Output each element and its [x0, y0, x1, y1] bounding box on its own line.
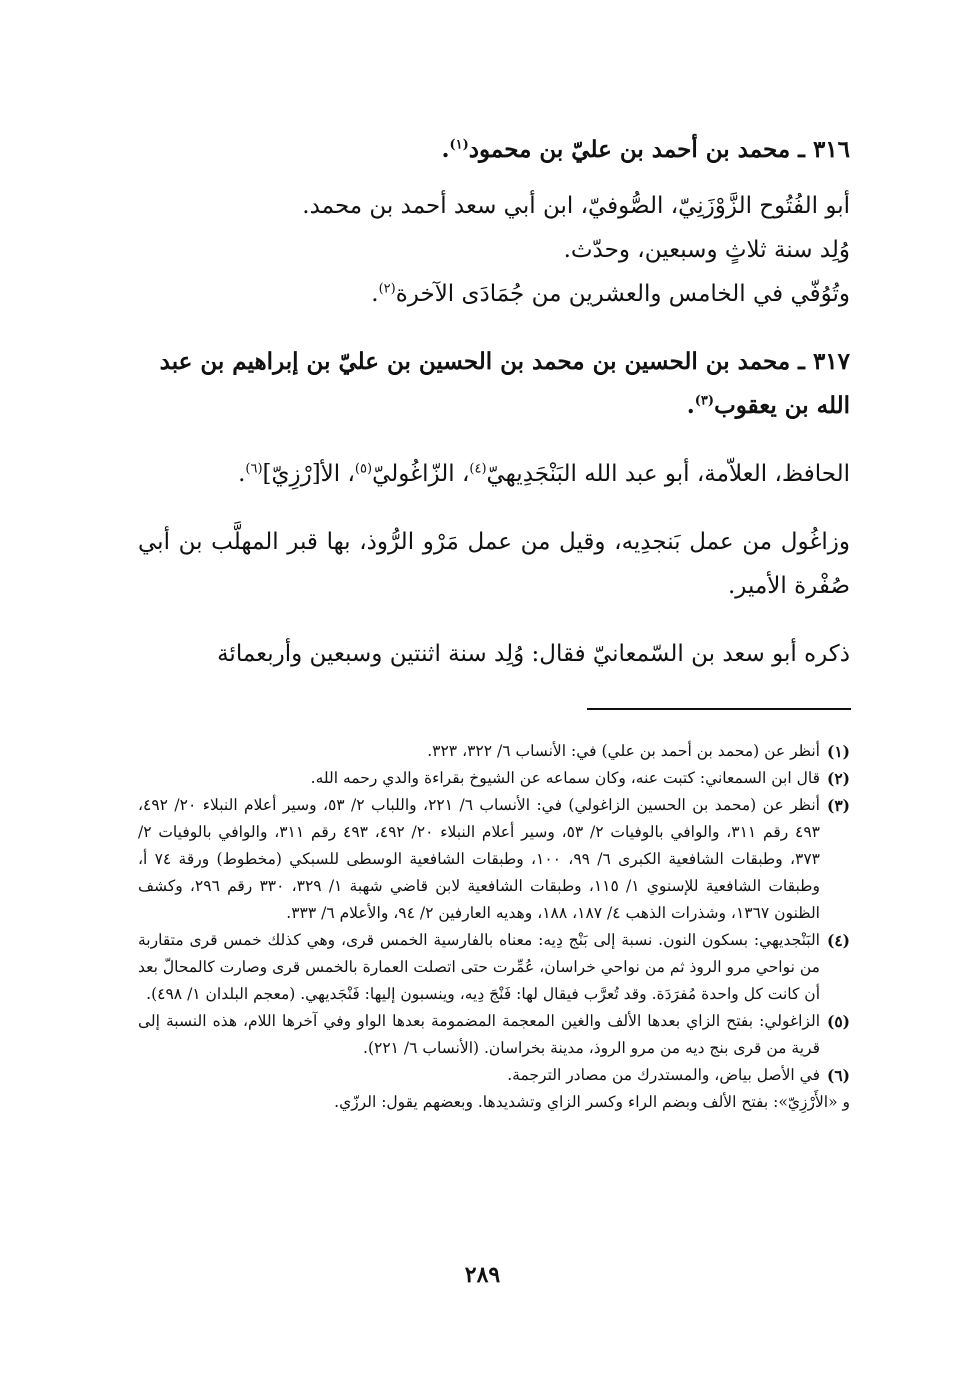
entry-line-text: وتُوُفّي في الخامس والعشرين من جُمَادَى الآخرة — [395, 281, 850, 307]
footnote-6 — [138, 1062, 850, 1089]
footnote-text: البَنْجديهي: بسكون النون. نسبة إلى بَنْج دِيه: معناه بالفارسية الخمس قرى، وهي كذلك خمس قرى متقاربة من نواحي مرو الروذ ثم من نواحي خراسان، عُمِّرت حتى اتصلت العمارة بالخمس قرى وصارت كالمحالّ بعد أن كانت كل واحدة مُفرَدَة. وقد تُعرَّب فيقال لها: فَنْجَ دِيه، وينسبون إليها: فَنْجَديهي. (معجم البلدان ١/ ٤٩٨). — [138, 931, 820, 1003]
footnote-ref[interactable]: (١) — [449, 137, 469, 153]
footnote-number: (٢) — [826, 769, 850, 788]
entry-heading — [138, 128, 850, 172]
entry-317-place — [138, 520, 850, 608]
main-text — [138, 128, 850, 700]
footnote-number: (٣) — [826, 796, 850, 815]
footnote-4 — [138, 927, 850, 1008]
footnote-text: قال ابن السمعاني: كتبت عنه، وكان سماعه عن الشيوخ بقراءة والدي رحمه الله. — [310, 769, 820, 787]
page-number: ٢٨٩ — [464, 1262, 501, 1288]
punctuation: . — [238, 461, 246, 487]
entry-line — [138, 272, 850, 316]
place-paragraph: وزاغُول من عمل بَنجدِيه، وقيل من عمل مَرْو الرُّوذ، بها قبر المهلَّب بن أبي صُفْرة الأمير. — [138, 529, 850, 599]
footnote-continuation: و «الأَرْزِيّ»: بفتح الألف وبضم الراء وكسر الزاي وتشديدها. وبعضهم يقول: الرزّي. — [334, 1093, 850, 1111]
entry-317 — [138, 340, 850, 428]
footnote-ref[interactable]: (٣) — [694, 393, 715, 409]
entry-heading — [138, 340, 850, 428]
footnote-number: (٦) — [826, 1066, 850, 1085]
footnote-text: أنظر عن (محمد بن الحسين الزاغولي) في: الأنساب ٦/ ٢٢١، واللباب ٢/ ٥٣، وسير أعلام النبلاء ٢٠/ ٤٩٢، ٤٩٣ رقم ٣١١، والوافي بالوفيات ٢/ ٥٣، وسير أعلام النبلاء ٢٠/ ٤٩٢، ٤٩٣ رقم ٣١١، والوافي بالوفيات ٢/ ٣٧٣، وطبقات الشافعية الكبرى ٦/ ٩٩، ١٠٠، وطبقات الشافعية الوسطى للسبكي (مخطوط) ورقة ٧٤ أ، وطبقات الشافعية للإسنوي ١/ ١١٥، وطبقات الشافعية لابن قاضي شهبة ١/ ٣٢٩، ٣٣٠ رقم ٢٩٦، وكشف الظنون ١٣٦٧، وشذرات الذهب ٤/ ١٨٧، ١٨٨، وهديه العارفين ٢/ ٩٤، والأعلام ٦/ ٣٣٣. — [138, 796, 821, 922]
footnote-ref[interactable]: (٥) — [354, 461, 373, 477]
footnote-1 — [138, 738, 850, 765]
footnotes — [138, 738, 850, 1116]
footnote-text: في الأصل بياض، والمستدرك من مصادر الترجمة. — [507, 1066, 820, 1084]
titles-text: ، الأ[رْزِيّ] — [262, 461, 355, 487]
footnote-text: أنظر عن (محمد بن أحمد بن علي) في: الأنساب ٦/ ٣٢٢، ٣٢٣. — [427, 742, 820, 760]
footnote-ref[interactable]: (٢) — [378, 281, 396, 297]
footnote-number: (١) — [826, 742, 850, 761]
titles-text: ، الزّاغُوليّ — [372, 461, 470, 487]
footnote-number: (٥) — [826, 1012, 850, 1031]
titles-paragraph — [138, 452, 850, 496]
footnote-ref[interactable]: (٤) — [469, 461, 487, 477]
entry-line: أبو الفُتُوح الزَّوْزَنِيّ، الصُّوفيّ، ابن أبي سعد أحمد بن محمد. — [302, 193, 850, 219]
entry-line: وُلِد سنة ثلاثٍ وسبعين، وحدّث. — [563, 237, 850, 263]
footnote-2 — [138, 765, 850, 792]
entry-317-titles — [138, 452, 850, 496]
punctuation: . — [686, 392, 695, 419]
footnote-ref[interactable]: (٦) — [245, 461, 263, 477]
entry-316 — [138, 128, 850, 316]
entry-317-birth — [138, 632, 850, 676]
entry-heading-text: ٣١٧ ـ محمد بن الحسين بن محمد بن الحسين بن عليّ بن إبراهيم بن عبد الله بن يعقوب — [159, 348, 850, 419]
punctuation: . — [371, 281, 379, 307]
punctuation: . — [441, 136, 450, 163]
birth-paragraph: ذكره أبو سعد بن السّمعانيّ فقال: وُلِد سنة اثنتين وسبعين وأربعمائة — [217, 641, 850, 667]
entry-heading-text: ٣١٦ ـ محمد بن أحمد بن عليّ بن محمود — [468, 136, 850, 163]
footnote-number: (٤) — [826, 931, 850, 950]
footnote-text: الزاغولي: بفتح الزاي بعدها الألف والغين المعجمة المضمومة بعدها الواو وفي آخرها اللام، هذه النسبة إلى قرية من قرى بنج ديه من مرو الروذ، مدينة بخراسان. (الأنساب ٦/ ٢٢١). — [138, 1012, 820, 1057]
footnote-3 — [138, 792, 850, 927]
footnote-separator — [587, 708, 851, 710]
footnote-5 — [138, 1008, 850, 1062]
titles-text: الحافظ، العلاّمة، أبو عبد الله البَنْجَدِيهيّ — [486, 461, 850, 487]
